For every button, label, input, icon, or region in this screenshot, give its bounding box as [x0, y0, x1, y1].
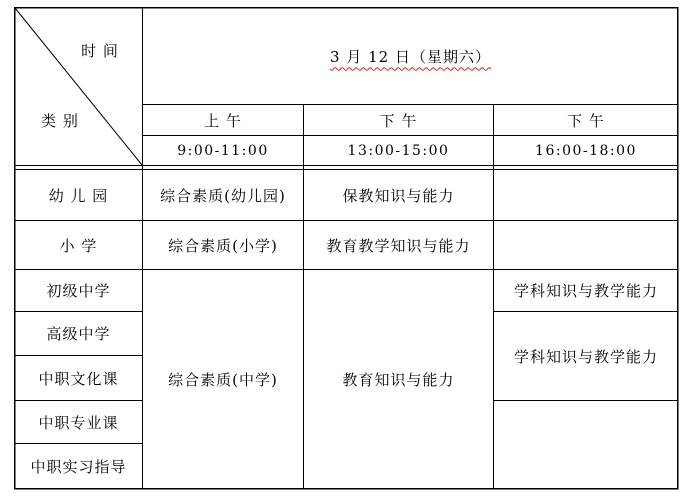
- category-vocational-culture: 中职文化课: [38, 369, 119, 388]
- category-vocational-major: 中职专业课: [38, 413, 119, 432]
- cell-secondary-afternoon: 教育知识与能力: [342, 370, 455, 389]
- category-primary: 小 学: [59, 236, 98, 255]
- session-label-morning: 上 午: [204, 111, 242, 130]
- category-junior-middle: 初级中学: [46, 282, 111, 300]
- session-label-afternoon: 下 午: [379, 111, 418, 130]
- date-header: [143, 8, 678, 104]
- cell-kindergarten-morning: 综合素质(幼儿园): [160, 186, 286, 205]
- cell-primary-morning: 综合素质(小学): [168, 236, 278, 255]
- category-vocational-practice: 中职实习指导: [30, 457, 127, 476]
- session-time-late-afternoon: 16:00-18:00: [535, 142, 637, 159]
- session-time-afternoon: 13:00-15:00: [347, 142, 450, 159]
- session-time-morning: 9:00-11:00: [177, 142, 269, 159]
- cell-kindergarten-afternoon: 保教知识与能力: [342, 186, 455, 205]
- cell-senior-late: 学科知识与教学能力: [513, 347, 658, 366]
- session-label-late-afternoon: 下 午: [567, 111, 605, 130]
- cell-primary-afternoon: 教育教学知识与能力: [326, 236, 471, 255]
- category-senior-high: 高级中学: [46, 325, 111, 343]
- category-kindergarten: 幼 儿 园: [48, 186, 109, 205]
- cell-junior-late: 学科知识与教学能力: [513, 282, 658, 300]
- corner-time-label: 时 间: [81, 41, 119, 60]
- date-text: 3 月 12 日（星期六）: [330, 47, 491, 66]
- corner-category-label: 类 别: [41, 111, 79, 130]
- cell-secondary-morning: 综合素质(中学): [168, 370, 278, 389]
